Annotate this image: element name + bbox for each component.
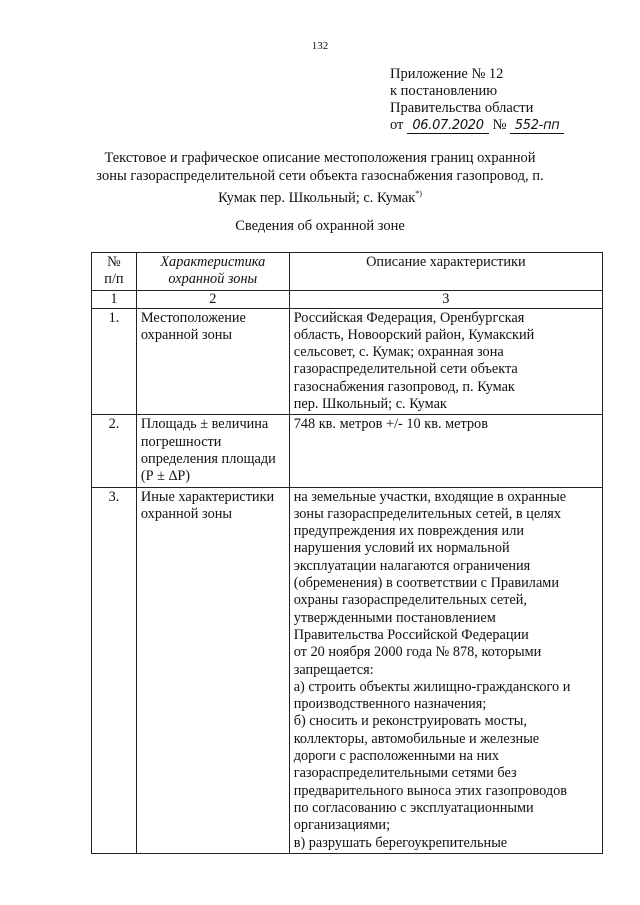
appendix-line-3: Правительства области (390, 100, 534, 116)
row-characteristic: Местоположение охранной зоны (136, 308, 289, 415)
row-characteristic: Площадь ± величина погрешности определения площади (Р ± ∆Р) (136, 415, 289, 487)
appendix-date-prefix: от (390, 117, 404, 133)
appendix-line-4 (390, 117, 564, 134)
index-cell-1: 1 (92, 290, 137, 308)
table-row (92, 487, 603, 853)
index-cell-3: 3 (289, 290, 602, 308)
index-cell-2: 2 (136, 290, 289, 308)
document-title-text: Текстовое и графическое описание местоположения границ охранной зоны газораспределительной сети объекта газоснабжения газопровод, п. Кумак пер. Школьный; с. Кумак (96, 150, 544, 206)
document-title (90, 150, 550, 207)
appendix-block (390, 66, 564, 134)
appendix-number-sign: № (492, 117, 507, 133)
appendix-date: 06.07.2020 (407, 119, 489, 134)
row-number: 2. (92, 415, 137, 487)
zone-info-table (91, 252, 603, 854)
row-description: 748 кв. метров +/- 10 кв. метров (289, 415, 602, 487)
appendix-line-2: к постановлению (390, 83, 498, 99)
header-description: Описание характеристики (289, 253, 602, 291)
table-header-row (92, 253, 603, 291)
row-description: Российская Федерация, Оренбургская область, Новоорский район, Кумакский сельсовет, с. Кумак; охранная зона газораспределительной сети объекта газоснабжения газопровод, п. Кумак пер. Школьный; с. Кумак (289, 308, 602, 415)
page-number: 132 (311, 40, 329, 52)
section-subtitle: Сведения об охранной зоне (235, 218, 405, 234)
table-index-row (92, 290, 603, 308)
header-number: № п/п (92, 253, 137, 291)
header-characteristic: Характеристика охранной зоны (136, 253, 289, 291)
appendix-number: 552-пп (510, 119, 564, 134)
table-row (92, 415, 603, 487)
row-description: на земельные участки, входящие в охранные зоны газораспределительных сетей, в целях предупреждения их повреждения или нарушения условий их нормальной эксплуатации налагаются ограничения (обременения) в соответствии с Правилами охраны газораспределительных сетей, утвержденными постановлением Правительства Российской Федерации от 20 ноября 2000 года № 878, которыми запрещается: а) строить объекты жилищно-гражданского и производственного назначения; б) сносить и реконструировать мосты, коллекторы, автомобильные и железные дороги с расположенными на них газораспределительными сетями без предварительного выноса этих газопроводов по согласованию с эксплуатационными организациями; в) разрушать берегоукрепительные (289, 487, 602, 853)
title-footnote-mark: *) (415, 189, 422, 198)
appendix-line-1: Приложение № 12 (390, 66, 504, 82)
row-characteristic: Иные характеристики охранной зоны (136, 487, 289, 853)
row-number: 1. (92, 308, 137, 415)
row-number: 3. (92, 487, 137, 853)
table-row (92, 308, 603, 415)
